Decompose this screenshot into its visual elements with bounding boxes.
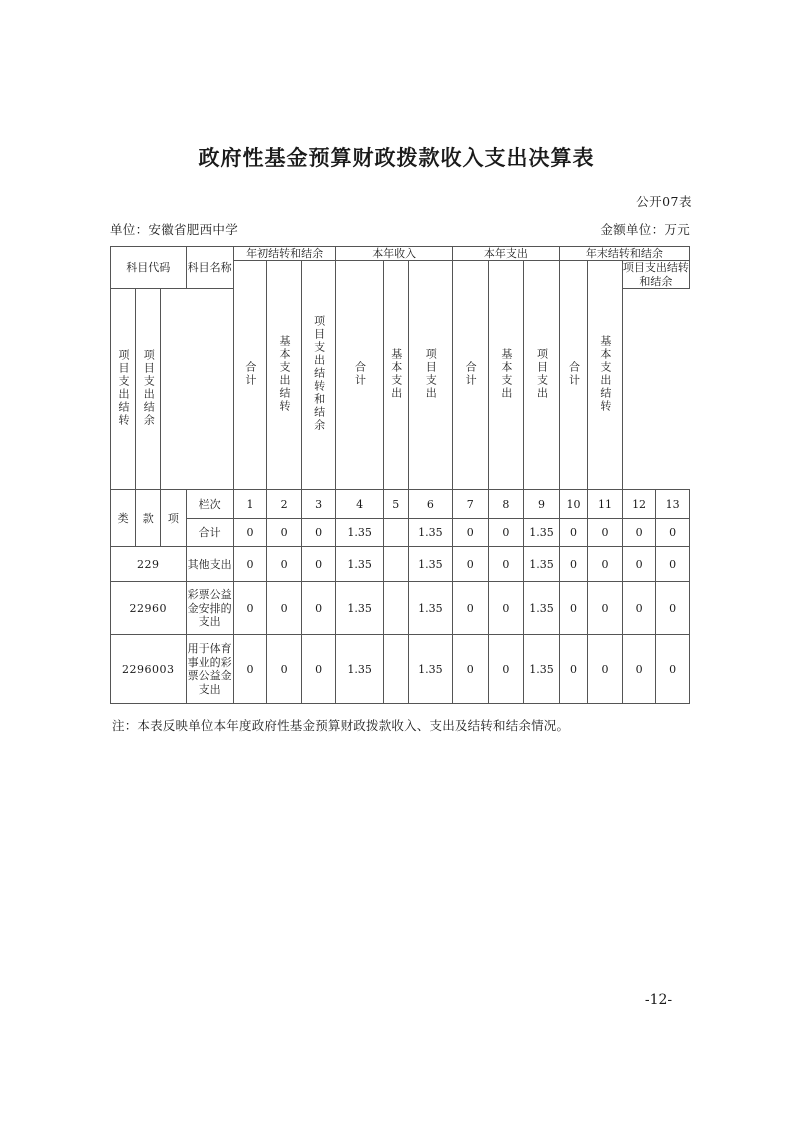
header-income-total: 合计: [336, 261, 383, 490]
budget-table-wrapper: [110, 246, 690, 704]
header-closing-project-carry: 项目支出结转: [111, 289, 136, 490]
row-cell: 1.35: [336, 635, 383, 704]
row-cell: 1.35: [524, 635, 560, 704]
sum-cell: 0: [452, 519, 488, 547]
header-lei: 类: [111, 490, 136, 547]
sum-cell: 1.35: [524, 519, 560, 547]
lane-number: 9: [524, 490, 560, 519]
page-number-value: -12-: [644, 992, 673, 1008]
row-cell: 0: [559, 635, 587, 704]
header-opening-basic-carry: 基本支出结转: [267, 261, 302, 490]
row-cell: 0: [656, 635, 690, 704]
table-row: [111, 635, 690, 704]
header-closing-project-group: 项目支出结转和结余: [622, 261, 689, 288]
row-cell: 0: [622, 635, 656, 704]
row-cell: 1.35: [408, 582, 452, 635]
header-group-expense: 本年支出: [452, 247, 559, 261]
lane-number: 6: [408, 490, 452, 519]
table-meta-row: [110, 220, 690, 238]
row-cell: 0: [301, 635, 336, 704]
amount-unit-label: 金额单位：万元: [600, 222, 690, 237]
sum-cell: 0: [233, 519, 267, 547]
table-row: [111, 547, 690, 582]
header-expense-project: 项目支出: [524, 261, 560, 490]
row-subject-code: 229: [111, 547, 187, 582]
row-cell: 1.35: [408, 635, 452, 704]
lane-number: 11: [588, 490, 623, 519]
table-row: [111, 582, 690, 635]
row-cell: 0: [559, 582, 587, 635]
row-cell: 0: [588, 547, 623, 582]
header-income-basic: 基本支出: [383, 261, 408, 490]
lane-number: 13: [656, 490, 690, 519]
sum-cell: 0: [301, 519, 336, 547]
row-subject-name: 其他支出: [186, 547, 233, 582]
row-cell: [383, 582, 408, 635]
header-kuan: 款: [136, 490, 161, 547]
table-note: 注：本表反映单位本年度政府性基金预算财政拨款收入、支出及结转和结余情况。: [112, 718, 570, 733]
row-cell: 1.35: [336, 547, 383, 582]
sum-cell: 0: [622, 519, 656, 547]
row-subject-code: 22960: [111, 582, 187, 635]
sum-cell: 0: [588, 519, 623, 547]
sum-cell: 0: [267, 519, 302, 547]
row-cell: 0: [452, 547, 488, 582]
sum-cell: 0: [488, 519, 524, 547]
row-cell: [383, 547, 408, 582]
lane-number: 1: [233, 490, 267, 519]
row-cell: 0: [267, 547, 302, 582]
row-cell: 0: [233, 635, 267, 704]
header-opening-total: 合计: [233, 261, 267, 490]
sum-cell: 0: [656, 519, 690, 547]
header-subject-name: 科目名称: [186, 247, 233, 289]
header-group-opening: 年初结转和结余: [233, 247, 336, 261]
row-cell: 0: [488, 582, 524, 635]
header-opening-project-carry-balance: 项目支出结转和结余: [301, 261, 336, 490]
unit-label: 单位：安徽省肥西中学: [110, 222, 239, 237]
row-cell: 0: [301, 582, 336, 635]
header-xiang: 项: [161, 490, 186, 547]
row-subject-name: 彩票公益金安排的支出: [186, 582, 233, 635]
lane-number: 10: [559, 490, 587, 519]
lane-number: 2: [267, 490, 302, 519]
row-cell: 0: [656, 547, 690, 582]
header-expense-basic: 基本支出: [488, 261, 524, 490]
lane-number: 5: [383, 490, 408, 519]
page-number: [0, 992, 793, 1008]
lane-number: 4: [336, 490, 383, 519]
sum-row: [111, 519, 690, 547]
row-cell: 0: [559, 547, 587, 582]
header-group-closing: 年末结转和结余: [559, 247, 689, 261]
header-closing-total: 合计: [559, 261, 587, 490]
row-cell: 1.35: [524, 582, 560, 635]
sum-cell: [383, 519, 408, 547]
sum-row-label: 合计: [186, 519, 233, 547]
header-expense-total: 合计: [452, 261, 488, 490]
row-cell: 0: [488, 547, 524, 582]
page-title: 政府性基金预算财政拨款收入支出决算表: [198, 146, 595, 170]
form-code-label: 公开07表: [636, 194, 692, 209]
budget-table: [110, 246, 690, 704]
lane-number: 8: [488, 490, 524, 519]
lane-number: 3: [301, 490, 336, 519]
row-cell: 1.35: [336, 582, 383, 635]
row-cell: 0: [488, 635, 524, 704]
row-cell: 0: [267, 635, 302, 704]
sum-cell: 1.35: [336, 519, 383, 547]
row-cell: [383, 635, 408, 704]
lane-number-row: [111, 490, 690, 519]
row-cell: 0: [267, 582, 302, 635]
row-subject-name: 用于体育事业的彩票公益金支出: [186, 635, 233, 704]
row-cell: 0: [588, 635, 623, 704]
lane-number: 7: [452, 490, 488, 519]
row-cell: 1.35: [408, 547, 452, 582]
row-cell: 0: [588, 582, 623, 635]
sum-cell: 0: [559, 519, 587, 547]
row-cell: 0: [452, 582, 488, 635]
lane-row-label: 栏次: [186, 490, 233, 519]
lane-number: 12: [622, 490, 656, 519]
row-cell: 0: [622, 582, 656, 635]
row-cell: 0: [452, 635, 488, 704]
header-group-income: 本年收入: [336, 247, 452, 261]
row-cell: 0: [301, 547, 336, 582]
header-subject-code: 科目代码: [111, 247, 187, 289]
row-cell: 0: [622, 547, 656, 582]
header-closing-basic-carry: 基本支出结转: [588, 261, 623, 490]
header-income-project: 项目支出: [408, 261, 452, 490]
row-cell: 0: [233, 547, 267, 582]
header-closing-project-balance: 项目支出结余: [136, 289, 161, 490]
row-subject-code: 2296003: [111, 635, 187, 704]
row-cell: 0: [233, 582, 267, 635]
sum-cell: 1.35: [408, 519, 452, 547]
row-cell: 0: [656, 582, 690, 635]
row-cell: 1.35: [524, 547, 560, 582]
header-row-groups: [111, 247, 690, 261]
